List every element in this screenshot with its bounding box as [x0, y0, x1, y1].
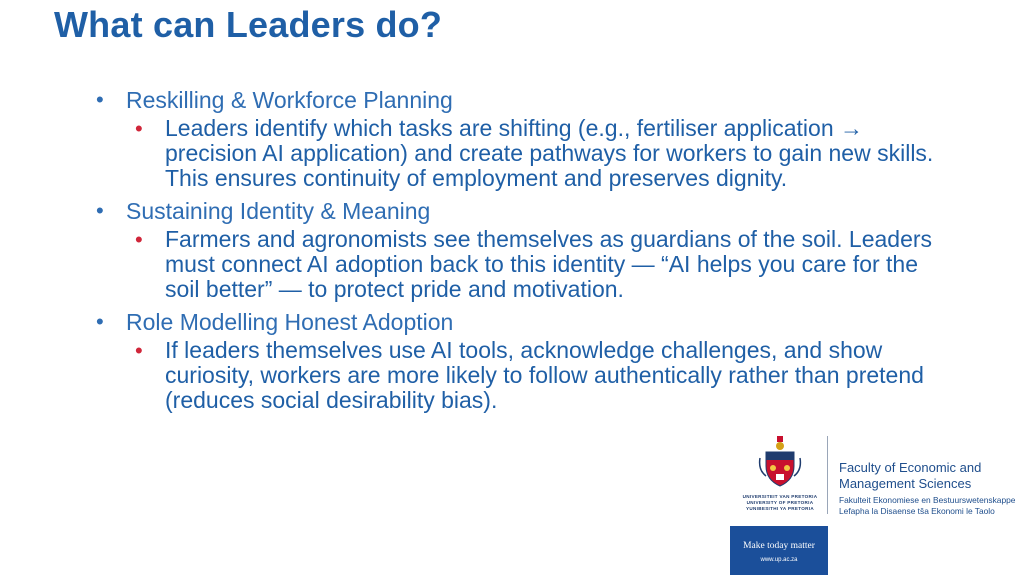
section-point [135, 115, 956, 191]
section-heading-text: Role Modelling Honest Adoption [126, 309, 454, 335]
section-point-text: Farmers and agronomists see themselves as guardians of the soil. Leaders must connect AI adoption back to this identity — “AI helps you care for the soil better” — to protect pride and motivation. [165, 226, 933, 302]
slide-title: What can Leaders do? [54, 4, 443, 45]
section-point-text: Leaders identify which tasks are shifting (e.g., fertiliser application → precision AI application) and create pathways for workers to gain new skills. This ensures continuity of employment and preserves dignity. [165, 115, 934, 191]
section-heading-text: Reskilling & Workforce Planning [126, 87, 453, 113]
section-heading [96, 86, 956, 114]
university-name [738, 494, 822, 512]
tagline: Make today matter [743, 541, 815, 551]
bullet-dot-icon: • [135, 338, 143, 363]
tagline-box [730, 526, 828, 575]
logo-divider [827, 436, 828, 514]
bullet-dot-icon: • [135, 116, 143, 141]
faculty-sepedi: Lefapha la Disaense tša Ekonomi le Taolo [839, 506, 995, 516]
university-logo [738, 432, 1024, 575]
section-point [135, 226, 956, 302]
faculty-afrikaans: Fakulteit Ekonomiese en Bestuurswetenskappe [839, 495, 1016, 505]
website-url: www.up.ac.za [760, 557, 798, 563]
faculty-name: Faculty of Economic and Management Sciences [839, 460, 982, 491]
section-heading-text: Sustaining Identity & Meaning [126, 198, 431, 224]
bullet-dot-icon: • [96, 309, 104, 334]
bullet-dot-icon: • [96, 198, 104, 223]
section-point-text: If leaders themselves use AI tools, acknowledge challenges, and show curiosity, workers are more likely to follow authentically rather than pretend (reduces social desirability bias). [165, 337, 924, 413]
bullet-dot-icon: • [135, 227, 143, 252]
university-name-line: UNIVERSITEIT VAN PRETORIA [742, 494, 818, 499]
faculty-translations [839, 495, 1024, 517]
bullet-dot-icon: • [96, 87, 104, 112]
bullet-list [96, 86, 956, 419]
section-point [135, 337, 956, 413]
section-heading [96, 308, 956, 336]
crest-icon [758, 436, 802, 488]
university-name-line: YUNIBESITHI YA PRETORIA [746, 506, 814, 511]
university-name-line: UNIVERSITY OF PRETORIA [746, 500, 814, 505]
section-heading [96, 197, 956, 225]
